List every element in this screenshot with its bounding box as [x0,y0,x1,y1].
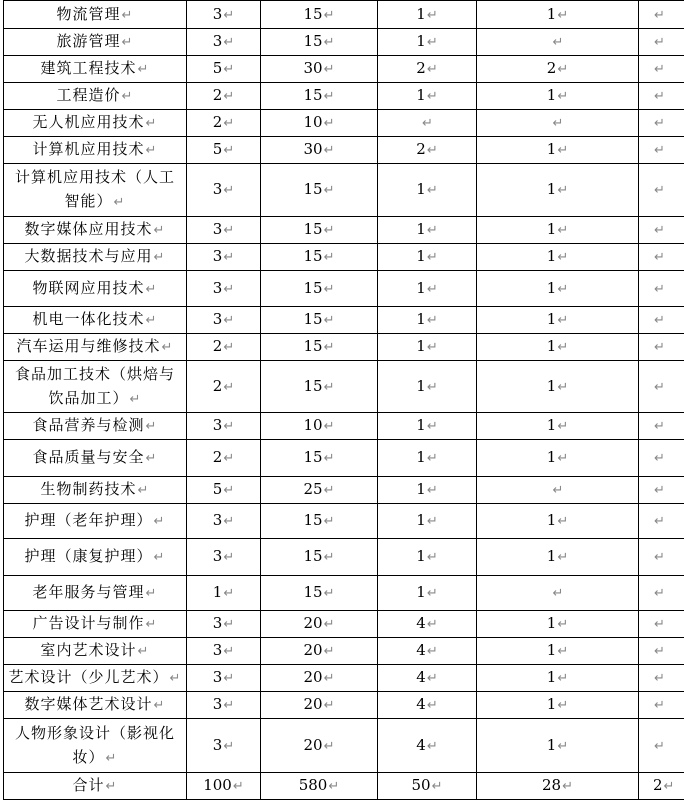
cell-c4: 1↵ [477,504,639,539]
cell-c5: ↵ [639,29,684,56]
cell-c1: 3↵ [187,638,261,665]
cell-c4: ↵ [477,110,639,137]
table-row [4,361,684,413]
cell-c2: 20↵ [261,665,378,692]
cell-c2: 10↵ [261,413,378,440]
table-row [4,271,684,307]
table-row [4,137,684,164]
cell-c1: 3↵ [187,539,261,576]
table-row [4,244,684,271]
total-c2: 580↵ [261,773,378,800]
cell-c4: ↵ [477,29,639,56]
table-row [4,638,684,665]
cell-c3: 1↵ [378,244,477,271]
total-c3: 50↵ [378,773,477,800]
major-name: 室内艺术设计↵ [4,638,187,665]
cell-c4: 1↵ [477,271,639,307]
table-row [4,83,684,110]
total-c5: 2↵ [639,773,684,800]
cell-c5: ↵ [639,719,684,773]
cell-c3: 1↵ [378,164,477,217]
cell-c5: ↵ [639,217,684,244]
cell-c3: 4↵ [378,692,477,719]
major-name: 数字媒体应用技术↵ [4,217,187,244]
cell-c5: ↵ [639,164,684,217]
cell-c1: 5↵ [187,477,261,504]
cell-c1: 5↵ [187,56,261,83]
cell-c4: 1↵ [477,440,639,477]
cell-c4: 1↵ [477,244,639,271]
cell-c5: ↵ [639,83,684,110]
cell-c3: 1↵ [378,217,477,244]
major-name: 生物制药技术↵ [4,477,187,504]
cell-c4: 2↵ [477,56,639,83]
table-row [4,164,684,217]
cell-c5: ↵ [639,334,684,361]
table-row [4,504,684,539]
total-c4: 28↵ [477,773,639,800]
cell-c5: ↵ [639,137,684,164]
cell-c3: 2↵ [378,137,477,164]
cell-c5: ↵ [639,692,684,719]
cell-c4: 1↵ [477,83,639,110]
cell-c1: 3↵ [187,413,261,440]
table-row [4,307,684,334]
cell-c3: 4↵ [378,638,477,665]
cell-c4: 1↵ [477,611,639,638]
cell-c2: 20↵ [261,638,378,665]
major-name: 物流管理↵ [4,1,187,29]
table-row [4,110,684,137]
cell-c3: 4↵ [378,611,477,638]
cell-c4: 1↵ [477,307,639,334]
cell-c2: 15↵ [261,334,378,361]
total-c1: 100↵ [187,773,261,800]
major-name: 人物形象设计（影视化妆）↵ [4,719,187,773]
cell-c1: 3↵ [187,1,261,29]
cell-c3: 1↵ [378,576,477,611]
cell-c4: 1↵ [477,1,639,29]
cell-c3: 1↵ [378,504,477,539]
cell-c3: ↵ [378,110,477,137]
major-name: 广告设计与制作↵ [4,611,187,638]
major-name: 工程造价↵ [4,83,187,110]
cell-c3: 1↵ [378,334,477,361]
cell-c4: ↵ [477,576,639,611]
cell-c5: ↵ [639,271,684,307]
cell-c2: 10↵ [261,110,378,137]
cell-c2: 15↵ [261,361,378,413]
cell-c5: ↵ [639,440,684,477]
cell-c1: 3↵ [187,611,261,638]
cell-c2: 30↵ [261,137,378,164]
cell-c1: 2↵ [187,440,261,477]
cell-c1: 3↵ [187,244,261,271]
table-row [4,665,684,692]
cell-c5: ↵ [639,361,684,413]
major-name: 无人机应用技术↵ [4,110,187,137]
cell-c1: 3↵ [187,164,261,217]
cell-c2: 15↵ [261,539,378,576]
cell-c5: ↵ [639,244,684,271]
cell-c4: 1↵ [477,692,639,719]
cell-c4: 1↵ [477,539,639,576]
major-name: 护理（康复护理）↵ [4,539,187,576]
cell-c1: 3↵ [187,504,261,539]
cell-c2: 15↵ [261,1,378,29]
cell-c1: 3↵ [187,665,261,692]
cell-c1: 3↵ [187,307,261,334]
table-row [4,719,684,773]
total-label: 合计↵ [4,773,187,800]
major-name: 护理（老年护理）↵ [4,504,187,539]
cell-c2: 15↵ [261,504,378,539]
major-name: 食品加工技术（烘焙与饮品加工）↵ [4,361,187,413]
table-row [4,334,684,361]
major-name: 计算机应用技术（人工智能）↵ [4,164,187,217]
cell-c2: 15↵ [261,217,378,244]
cell-c1: 3↵ [187,217,261,244]
table-row [4,611,684,638]
cell-c1: 3↵ [187,692,261,719]
cell-c3: 1↵ [378,83,477,110]
major-name: 大数据技术与应用↵ [4,244,187,271]
cell-c2: 20↵ [261,692,378,719]
cell-c5: ↵ [639,504,684,539]
enrollment-table [3,0,684,800]
cell-c4: 1↵ [477,361,639,413]
cell-c1: 5↵ [187,137,261,164]
table-row [4,576,684,611]
major-name: 计算机应用技术↵ [4,137,187,164]
cell-c4: 1↵ [477,334,639,361]
cell-c1: 3↵ [187,271,261,307]
cell-c2: 15↵ [261,271,378,307]
cell-c4: 1↵ [477,719,639,773]
major-name: 食品营养与检测↵ [4,413,187,440]
cell-c4: 1↵ [477,217,639,244]
cell-c5: ↵ [639,413,684,440]
cell-c4: 1↵ [477,164,639,217]
cell-c1: 2↵ [187,334,261,361]
major-name: 机电一体化技术↵ [4,307,187,334]
cell-c5: ↵ [639,307,684,334]
cell-c2: 30↵ [261,56,378,83]
major-name: 数字媒体艺术设计↵ [4,692,187,719]
table-row [4,1,684,29]
cell-c5: ↵ [639,665,684,692]
table-row [4,29,684,56]
cell-c1: 1↵ [187,576,261,611]
cell-c5: ↵ [639,539,684,576]
cell-c3: 2↵ [378,56,477,83]
cell-c5: ↵ [639,638,684,665]
cell-c4: 1↵ [477,137,639,164]
cell-c3: 4↵ [378,719,477,773]
cell-c2: 15↵ [261,83,378,110]
cell-c4: 1↵ [477,638,639,665]
cell-c2: 15↵ [261,440,378,477]
cell-c2: 15↵ [261,164,378,217]
major-name: 汽车运用与维修技术↵ [4,334,187,361]
cell-c2: 25↵ [261,477,378,504]
major-name: 食品质量与安全↵ [4,440,187,477]
cell-c5: ↵ [639,110,684,137]
cell-c3: 1↵ [378,361,477,413]
cell-c5: ↵ [639,56,684,83]
cell-c2: 15↵ [261,576,378,611]
cell-c2: 20↵ [261,611,378,638]
cell-c3: 4↵ [378,665,477,692]
cell-c1: 2↵ [187,110,261,137]
table-row [4,440,684,477]
table-row [4,477,684,504]
cell-c5: ↵ [639,477,684,504]
cell-c4: 1↵ [477,413,639,440]
major-name: 旅游管理↵ [4,29,187,56]
cell-c3: 1↵ [378,1,477,29]
cell-c4: 1↵ [477,665,639,692]
major-name: 建筑工程技术↵ [4,56,187,83]
cell-c3: 1↵ [378,413,477,440]
cell-c5: ↵ [639,1,684,29]
cell-c2: 15↵ [261,307,378,334]
table-row [4,692,684,719]
major-name: 物联网应用技术↵ [4,271,187,307]
table-row [4,539,684,576]
cell-c3: 1↵ [378,29,477,56]
cell-c4: ↵ [477,477,639,504]
table-row [4,413,684,440]
major-name: 老年服务与管理↵ [4,576,187,611]
cell-c1: 2↵ [187,83,261,110]
cell-c2: 15↵ [261,29,378,56]
major-name: 艺术设计（少儿艺术）↵ [4,665,187,692]
cell-c3: 1↵ [378,477,477,504]
table-row [4,56,684,83]
cell-c2: 20↵ [261,719,378,773]
cell-c3: 1↵ [378,539,477,576]
total-row [4,773,684,800]
cell-c5: ↵ [639,576,684,611]
cell-c3: 1↵ [378,271,477,307]
cell-c1: 2↵ [187,361,261,413]
cell-c3: 1↵ [378,440,477,477]
cell-c5: ↵ [639,611,684,638]
cell-c1: 3↵ [187,719,261,773]
cell-c1: 3↵ [187,29,261,56]
cell-c2: 15↵ [261,244,378,271]
table-row [4,217,684,244]
cell-c3: 1↵ [378,307,477,334]
